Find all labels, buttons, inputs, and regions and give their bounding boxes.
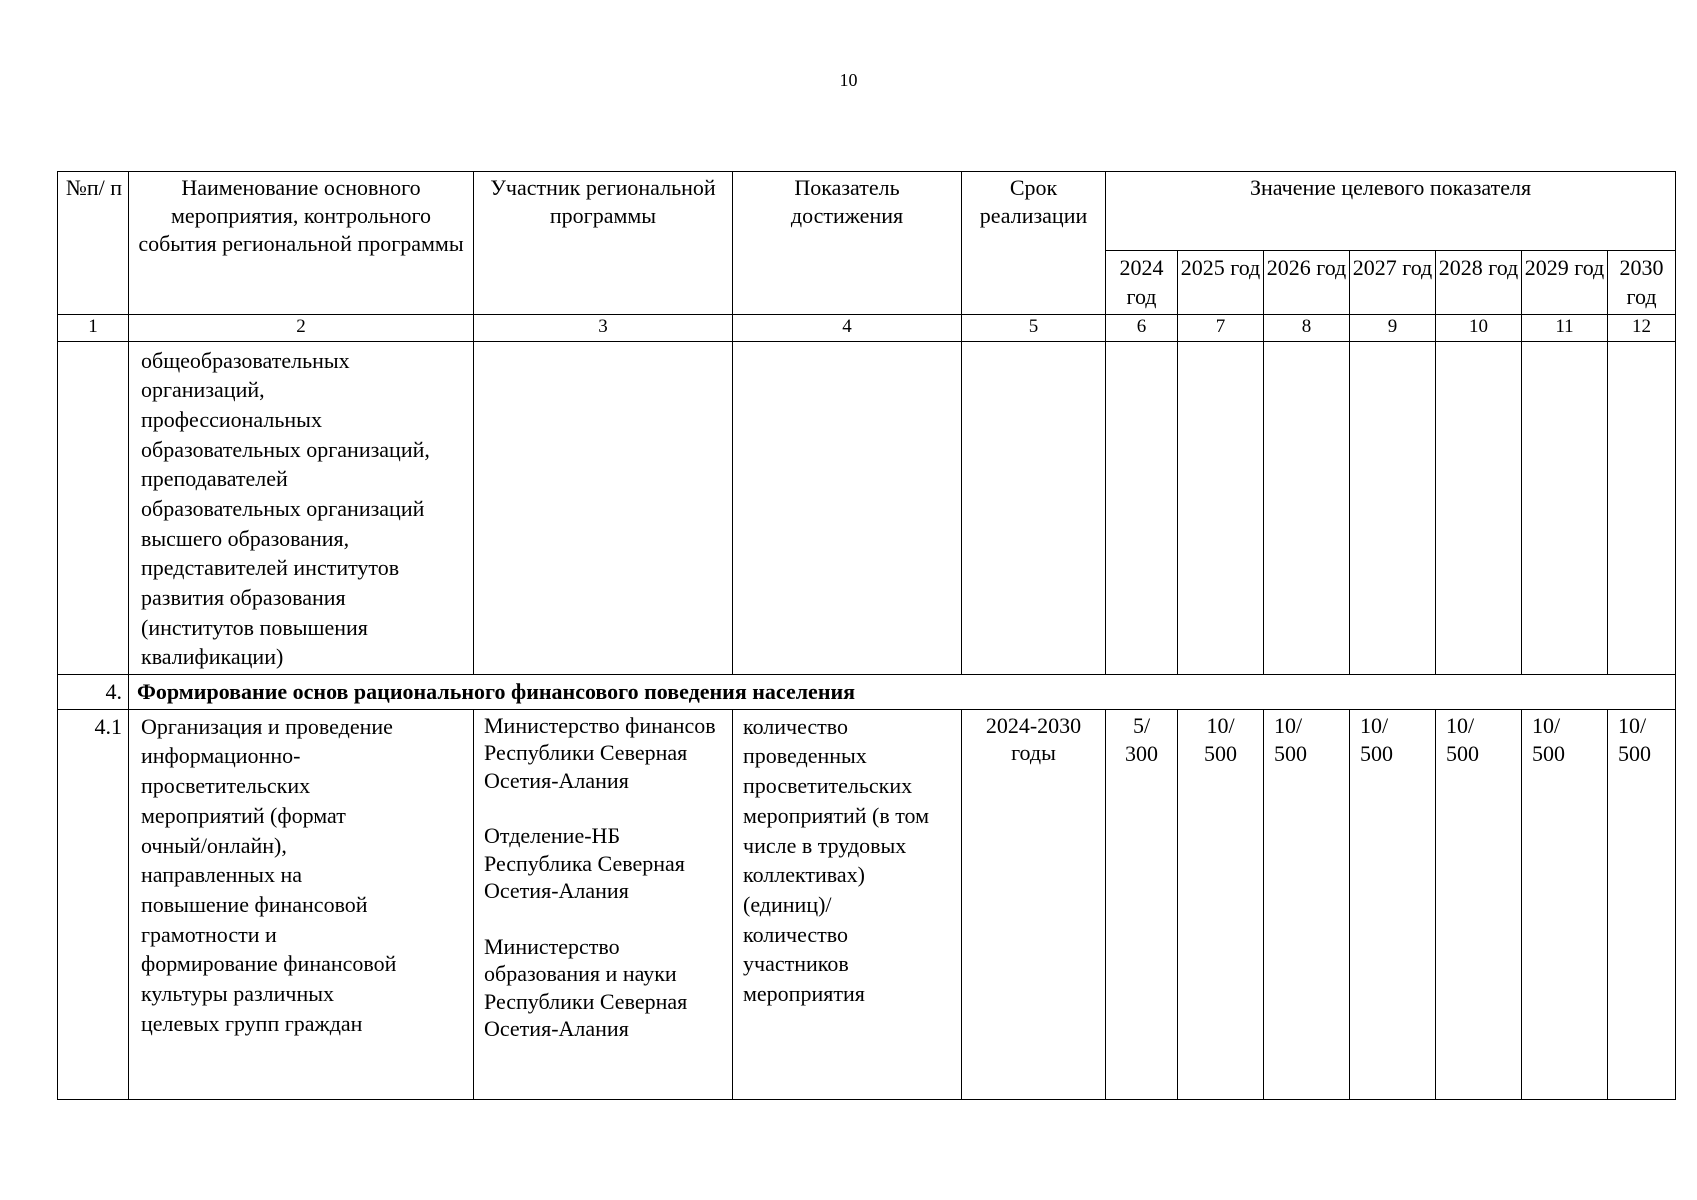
target-indicators-table: [57, 171, 1676, 1100]
indicator-text: [743, 712, 955, 1009]
column-number: 4: [733, 314, 962, 341]
table-row: [58, 709, 1676, 1099]
text-line: общеобразовательных: [141, 347, 350, 373]
header-year: 2029 год: [1522, 251, 1608, 315]
header-period: Срок реализации: [962, 172, 1106, 315]
section-row: [58, 675, 1676, 710]
period-cell: 2024-2030 годы: [962, 709, 1106, 1099]
indicator-cell: [733, 709, 962, 1099]
column-number: 2: [129, 314, 474, 341]
column-number: 7: [1178, 314, 1264, 341]
value-2027: 10/ 500: [1350, 709, 1436, 1099]
header-year: 2030 год: [1608, 251, 1676, 315]
section-title: Формирование основ рационального финансового поведения населения: [129, 675, 1676, 710]
header-participant: Участник региональной программы: [474, 172, 733, 315]
text-line: преподавателей: [141, 466, 288, 492]
text-line: повышение финансовой: [141, 891, 368, 917]
value-2026: 10/ 500: [1264, 709, 1350, 1099]
column-numbers-row: [58, 314, 1676, 341]
row-number: 4.1: [58, 709, 129, 1099]
activity-name-text: [135, 712, 467, 1039]
column-number: 3: [474, 314, 733, 341]
text-line: целевых групп граждан: [141, 1010, 363, 1036]
text-line: организаций,: [141, 377, 265, 403]
text-line: представителей институтов: [141, 555, 400, 581]
text-line: просветительских: [743, 773, 913, 799]
empty-cell: [733, 341, 962, 675]
text-line: высшего образования,: [141, 525, 350, 551]
text-line: очный/онлайн),: [141, 832, 287, 858]
value-2025: 10/ 500: [1178, 709, 1264, 1099]
header-row: [58, 172, 1676, 251]
text-line: образовательных организаций: [141, 495, 425, 521]
header-year: 2027 год: [1350, 251, 1436, 315]
continuation-row: [58, 341, 1676, 675]
text-line: развития образования: [141, 585, 346, 610]
value-2029: 10/ 500: [1522, 709, 1608, 1099]
column-number: 1: [58, 314, 129, 341]
section-number: 4.: [58, 675, 129, 710]
page-number: 10: [839, 70, 858, 90]
text-line: проведенных: [743, 743, 867, 769]
text-line: количество: [743, 713, 849, 739]
text-line: (институтов повышения: [141, 614, 368, 640]
text-line: грамотности и: [141, 921, 277, 947]
text-line: мероприятий (в том: [743, 802, 930, 828]
header-indicator: Показатель достижения: [733, 172, 962, 315]
activity-name-cell: [129, 709, 474, 1099]
text-line: профессиональных: [141, 406, 322, 432]
empty-cell: [1522, 341, 1608, 675]
text-line: просветительских: [141, 773, 311, 799]
header-year: 2024 год: [1106, 251, 1178, 315]
column-number: 10: [1436, 314, 1522, 341]
empty-cell: [1436, 341, 1522, 675]
text-line: участников: [743, 951, 849, 977]
empty-cell: [1264, 341, 1350, 675]
participant-entry: Отделение-НБ Республика Северная Осетия-Алания: [484, 823, 685, 904]
value-2028: 10/ 500: [1436, 709, 1522, 1099]
header-target-values: Значение целевого показателя: [1106, 172, 1676, 251]
text-line: культуры различных: [141, 980, 335, 1006]
column-number: 5: [962, 314, 1106, 341]
header-year: 2025 год: [1178, 251, 1264, 315]
column-number: 8: [1264, 314, 1350, 341]
text-line: Организация и проведение: [141, 713, 393, 739]
header-year: 2028 год: [1436, 251, 1522, 315]
header-year: 2026 год: [1264, 251, 1350, 315]
value-2024: 5/ 300: [1106, 709, 1178, 1099]
column-number: 9: [1350, 314, 1436, 341]
text-line: формирование финансовой: [141, 951, 397, 977]
empty-cell: [962, 341, 1106, 675]
continuation-name-cell: [129, 341, 474, 675]
value-2030: 10/ 500: [1608, 709, 1676, 1099]
participant-entry: Министерство финансов Республики Северная Осетия-Алания: [484, 712, 716, 793]
text-line: образовательных организаций,: [141, 436, 430, 462]
row-number-cell: [58, 341, 129, 675]
text-line: числе в трудовых: [743, 832, 907, 858]
header-name: Наименование основного мероприятия, контрольного события региональной программы: [129, 172, 474, 315]
participant-entry: Министерство образования и науки Республики Северная Осетия-Алания: [484, 933, 688, 1042]
text-line: (единиц)/: [743, 891, 832, 917]
text-line: коллективах): [743, 862, 865, 888]
text-line: квалификации): [141, 644, 284, 670]
continuation-name-text: [135, 344, 467, 673]
empty-cell: [1178, 341, 1264, 675]
text-line: направленных на: [141, 862, 302, 888]
empty-cell: [1350, 341, 1436, 675]
column-number: 11: [1522, 314, 1608, 341]
column-number: 6: [1106, 314, 1178, 341]
text-line: информационно-: [141, 743, 301, 769]
empty-cell: [1608, 341, 1676, 675]
header-number: №п/ п: [58, 172, 129, 315]
participants-cell: [474, 709, 733, 1099]
text-line: мероприятий (формат: [141, 802, 346, 828]
column-number: 12: [1608, 314, 1676, 341]
empty-cell: [1106, 341, 1178, 675]
empty-cell: [474, 341, 733, 675]
text-line: количество: [743, 921, 849, 947]
text-line: мероприятия: [743, 980, 865, 1006]
